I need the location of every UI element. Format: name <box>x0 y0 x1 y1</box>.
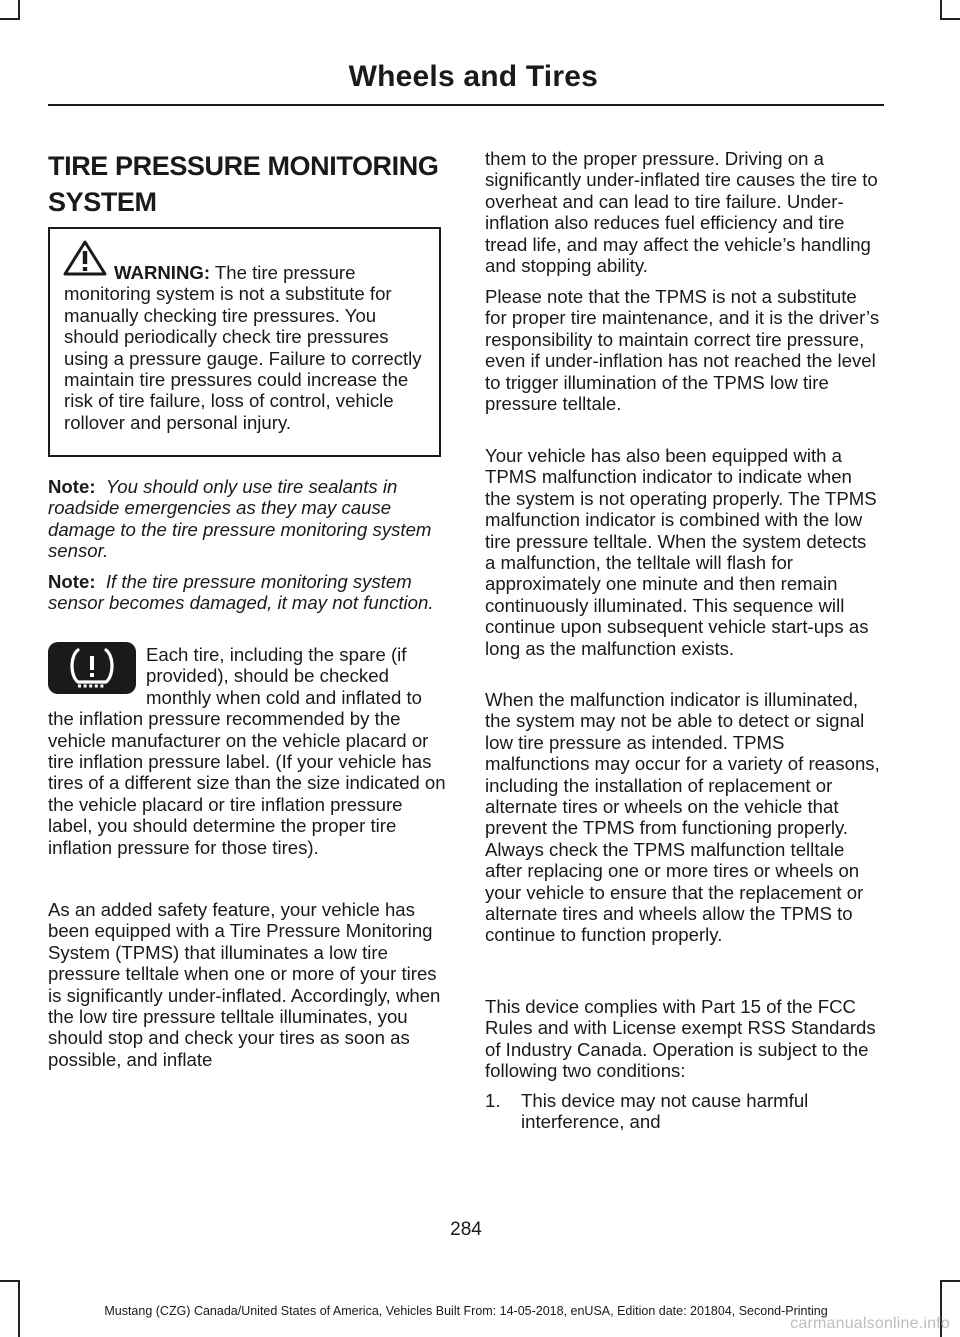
page-number: 284 <box>450 1219 482 1240</box>
note-1-label: Note: <box>48 476 96 497</box>
header-title: Wheels and Tires <box>348 60 598 93</box>
crop-mark-bottom-left-h <box>0 1280 20 1282</box>
note-2-label: Note: <box>48 571 96 592</box>
paragraph-proper-pressure: them to the proper pressure. Driving on a significantly under-inflated tire causes the tire to overheat and can lead to tire failure. Under-inflation also reduces fuel efficiency and tire tread life, and may affect the vehicle’s handling and stopping ability. <box>485 148 878 277</box>
crop-mark-top-left-h <box>0 18 20 20</box>
list-item-number: 1. <box>485 1090 501 1111</box>
warning-box <box>48 227 441 457</box>
note-1-text: You should only use tire sealants in roadside emergencies as they may cause damage to the tire pressure monitoring system sensor. <box>48 476 432 562</box>
note-2 <box>48 571 448 614</box>
paragraph-tpms-not-substitute: Please note that the TPMS is not a substitute for proper tire maintenance, and it is the driver’s responsibility to maintain correct tire pressure, even if under-inflation has not reached the level to trigger illumination of the TPMS low tire pressure telltale. <box>485 286 880 415</box>
warning-paragraph <box>64 262 436 433</box>
paragraph-malfunction-illuminated: When the malfunction indicator is illuminated, the system may not be able to detect or signal low tire pressure as intended. TPMS malfunctions may occur for a variety of reasons, including the installation of replacement or alternate tires or wheels on the vehicle that prevent the TPMS from functioning properly. Always check the TPMS malfunction telltale after replacing one or more tires or wheels on your vehicle to ensure that the replacement or alternate tires and wheels allow the TPMS to continue to function properly. <box>485 689 880 946</box>
note-1 <box>48 476 448 562</box>
header-rule <box>48 104 884 106</box>
paragraph-tire-check-text: Each tire, including the spare (if provided), should be checked monthly when cold and inflated to the inflation pressure recommended by the vehicle manufacturer on the vehicle placard or tire inflation pressure label. (If your vehicle has tires of a different size than the size indicated on the vehicle placard or tire inflation pressure label, you should determine the proper tire inflation pressure for those tires). <box>48 644 446 858</box>
crop-mark-top-right-h <box>940 18 960 20</box>
warning-text: The tire pressure monitoring system is not a substitute for manually checking tire pressures. You should periodically check tire pressures using a pressure gauge. Failure to correctly maintain tire pressures could increase the risk of tire failure, loss of control, vehicle rollover and personal injury. <box>64 262 422 433</box>
crop-mark-top-left <box>18 0 20 20</box>
section-heading: TIRE PRESSURE MONITORING SYSTEM <box>48 151 439 217</box>
crop-mark-top-right <box>940 0 942 20</box>
paragraph-fcc-compliance: This device complies with Part 15 of the FCC Rules and with License exempt RSS Standards of Industry Canada. Operation is subject to the following two conditions: <box>485 996 876 1082</box>
watermark: carmanualsonline.info <box>790 1315 950 1332</box>
crop-mark-bottom-right-h <box>940 1280 960 1282</box>
paragraph-malfunction-indicator: Your vehicle has also been equipped with a TPMS malfunction indicator to indicate when the system is not operating properly. The TPMS malfunction indicator is combined with the low tire pressure telltale. When the system detects a malfunction, the telltale will flash for approximately one minute and then remain continuously illuminated. This sequence will continue upon subsequent vehicle start-ups as long as the malfunction exists. <box>485 445 877 659</box>
paragraph-safety-feature: As an added safety feature, your vehicle has been equipped with a Tire Pressure Monitoring System (TPMS) that illuminates a low tire pressure telltale when one or more of your tires is significantly under-inflated. Accordingly, when the low tire pressure telltale illuminates, you should stop and check your tires as soon as possible, and inflate <box>48 899 441 1070</box>
warning-lead: WARNING: <box>114 262 211 283</box>
footer-edition-info: Mustang (CZG) Canada/United States of America, Vehicles Built From: 14-05-2018, enUSA, Edition date: 201804, Second-Printing <box>104 1304 828 1318</box>
paragraph-tire-check <box>48 644 448 858</box>
list-item-text: This device may not cause harmful interference, and <box>521 1090 809 1133</box>
note-2-text: If the tire pressure monitoring system sensor becomes damaged, it may not function. <box>48 571 434 614</box>
